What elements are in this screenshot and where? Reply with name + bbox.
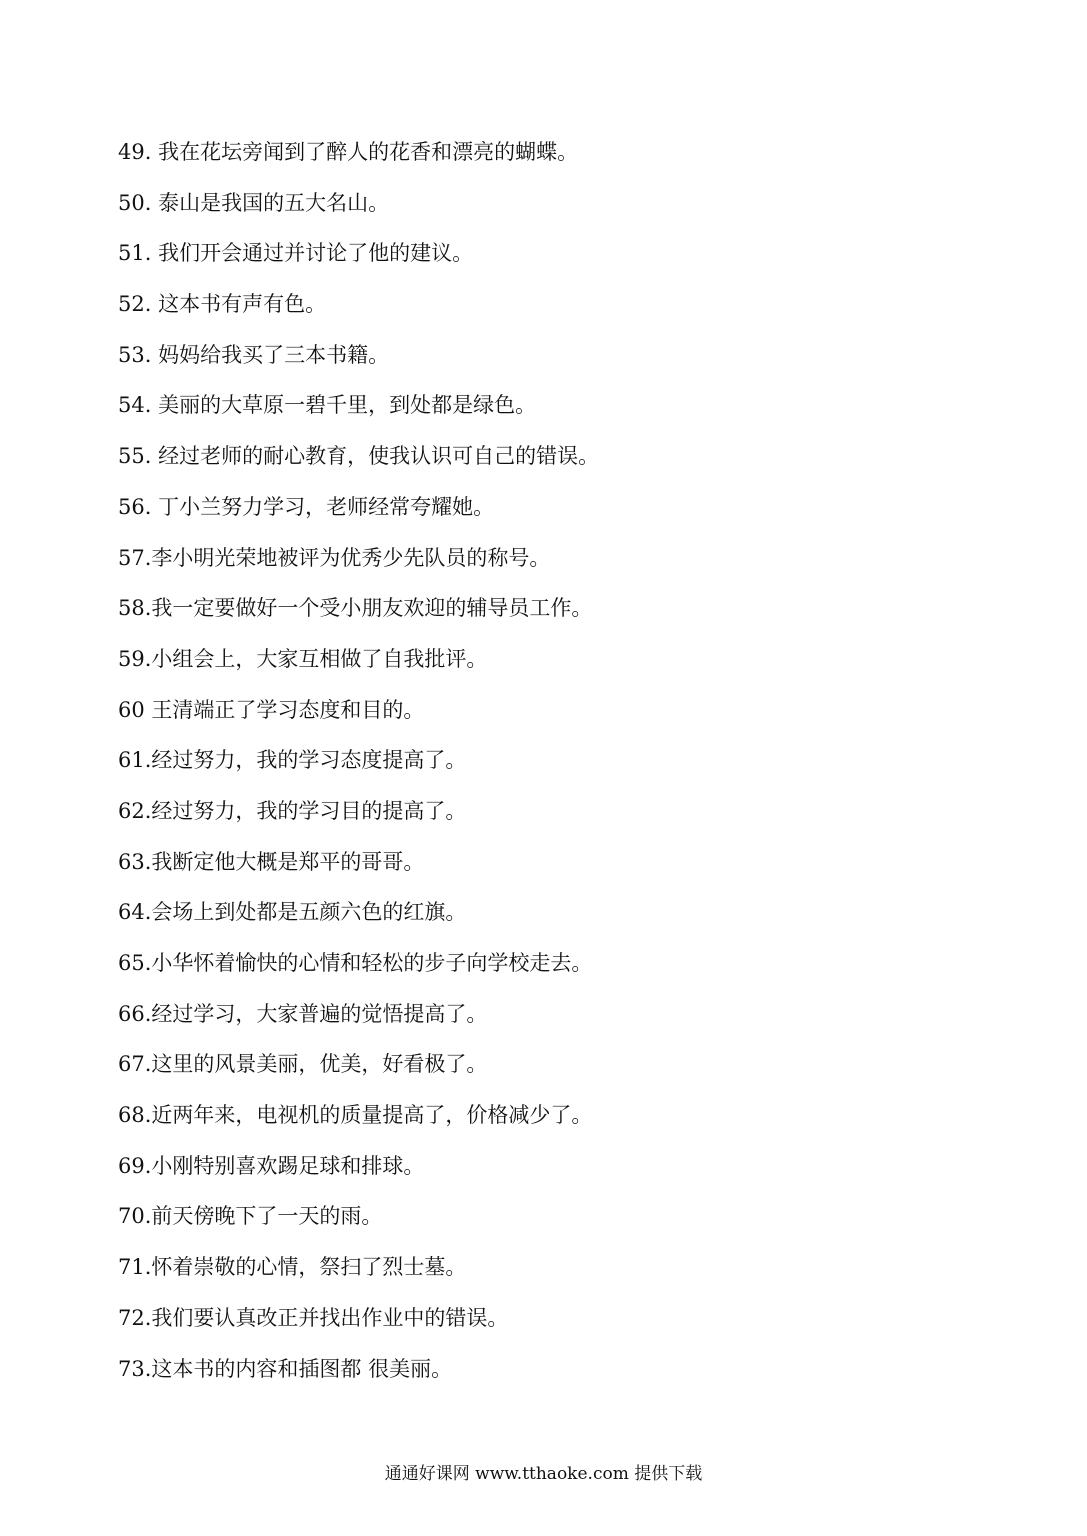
list-item: 61.经过努力，我的学习态度提高了。	[118, 748, 467, 773]
list-item: 67.这里的风景美丽，优美，好看极了。	[118, 1052, 488, 1077]
list-item: 62.经过努力，我的学习目的提高了。	[118, 798, 467, 823]
list-item: 73.这本书的内容和插图都 很美丽。	[118, 1356, 453, 1381]
list-item: 66.经过学习，大家普遍的觉悟提高了。	[118, 1001, 488, 1026]
list-item: 55. 经过老师的耐心教育，使我认识可自己的错误。	[118, 444, 600, 469]
list-item: 64.会场上到处都是五颜六色的红旗。	[118, 900, 467, 925]
list-item: 53. 妈妈给我买了三本书籍。	[118, 342, 390, 367]
sentence-list	[118, 134, 1018, 1401]
page-footer: 通通好课网 www.tthaoke.com 提供下载	[384, 1464, 703, 1484]
list-item: 71.怀着崇敬的心情，祭扫了烈士墓。	[118, 1255, 467, 1280]
list-item: 69.小刚特别喜欢踢足球和排球。	[118, 1153, 425, 1178]
list-item: 68.近两年来，电视机的质量提高了，价格减少了。	[118, 1103, 593, 1128]
list-item: 63.我断定他大概是郑平的哥哥。	[118, 849, 425, 874]
list-item: 57.李小明光荣地被评为优秀少先队员的称号。	[118, 545, 551, 570]
list-item: 51. 我们开会通过并讨论了他的建议。	[118, 241, 474, 266]
list-item: 52. 这本书有声有色。	[118, 292, 327, 317]
list-item: 50. 泰山是我国的五大名山。	[118, 190, 390, 215]
list-item: 58.我一定要做好一个受小朋友欢迎的辅导员工作。	[118, 596, 593, 621]
list-item: 56. 丁小兰努力学习，老师经常夸耀她。	[118, 494, 495, 519]
list-item: 59.小组会上，大家互相做了自我批评。	[118, 646, 488, 671]
list-item: 72.我们要认真改正并找出作业中的错误。	[118, 1305, 509, 1330]
list-item: 54. 美丽的大草原一碧千里，到处都是绿色。	[118, 393, 537, 418]
list-item: 60 王清端正了学习态度和目的。	[118, 697, 425, 722]
list-item: 70.前天傍晚下了一天的雨。	[118, 1204, 383, 1229]
list-item: 65.小华怀着愉快的心情和轻松的步子向学校走去。	[118, 951, 593, 975]
list-item: 49. 我在花坛旁闻到了醉人的花香和漂亮的蝴蝶。	[118, 140, 579, 164]
